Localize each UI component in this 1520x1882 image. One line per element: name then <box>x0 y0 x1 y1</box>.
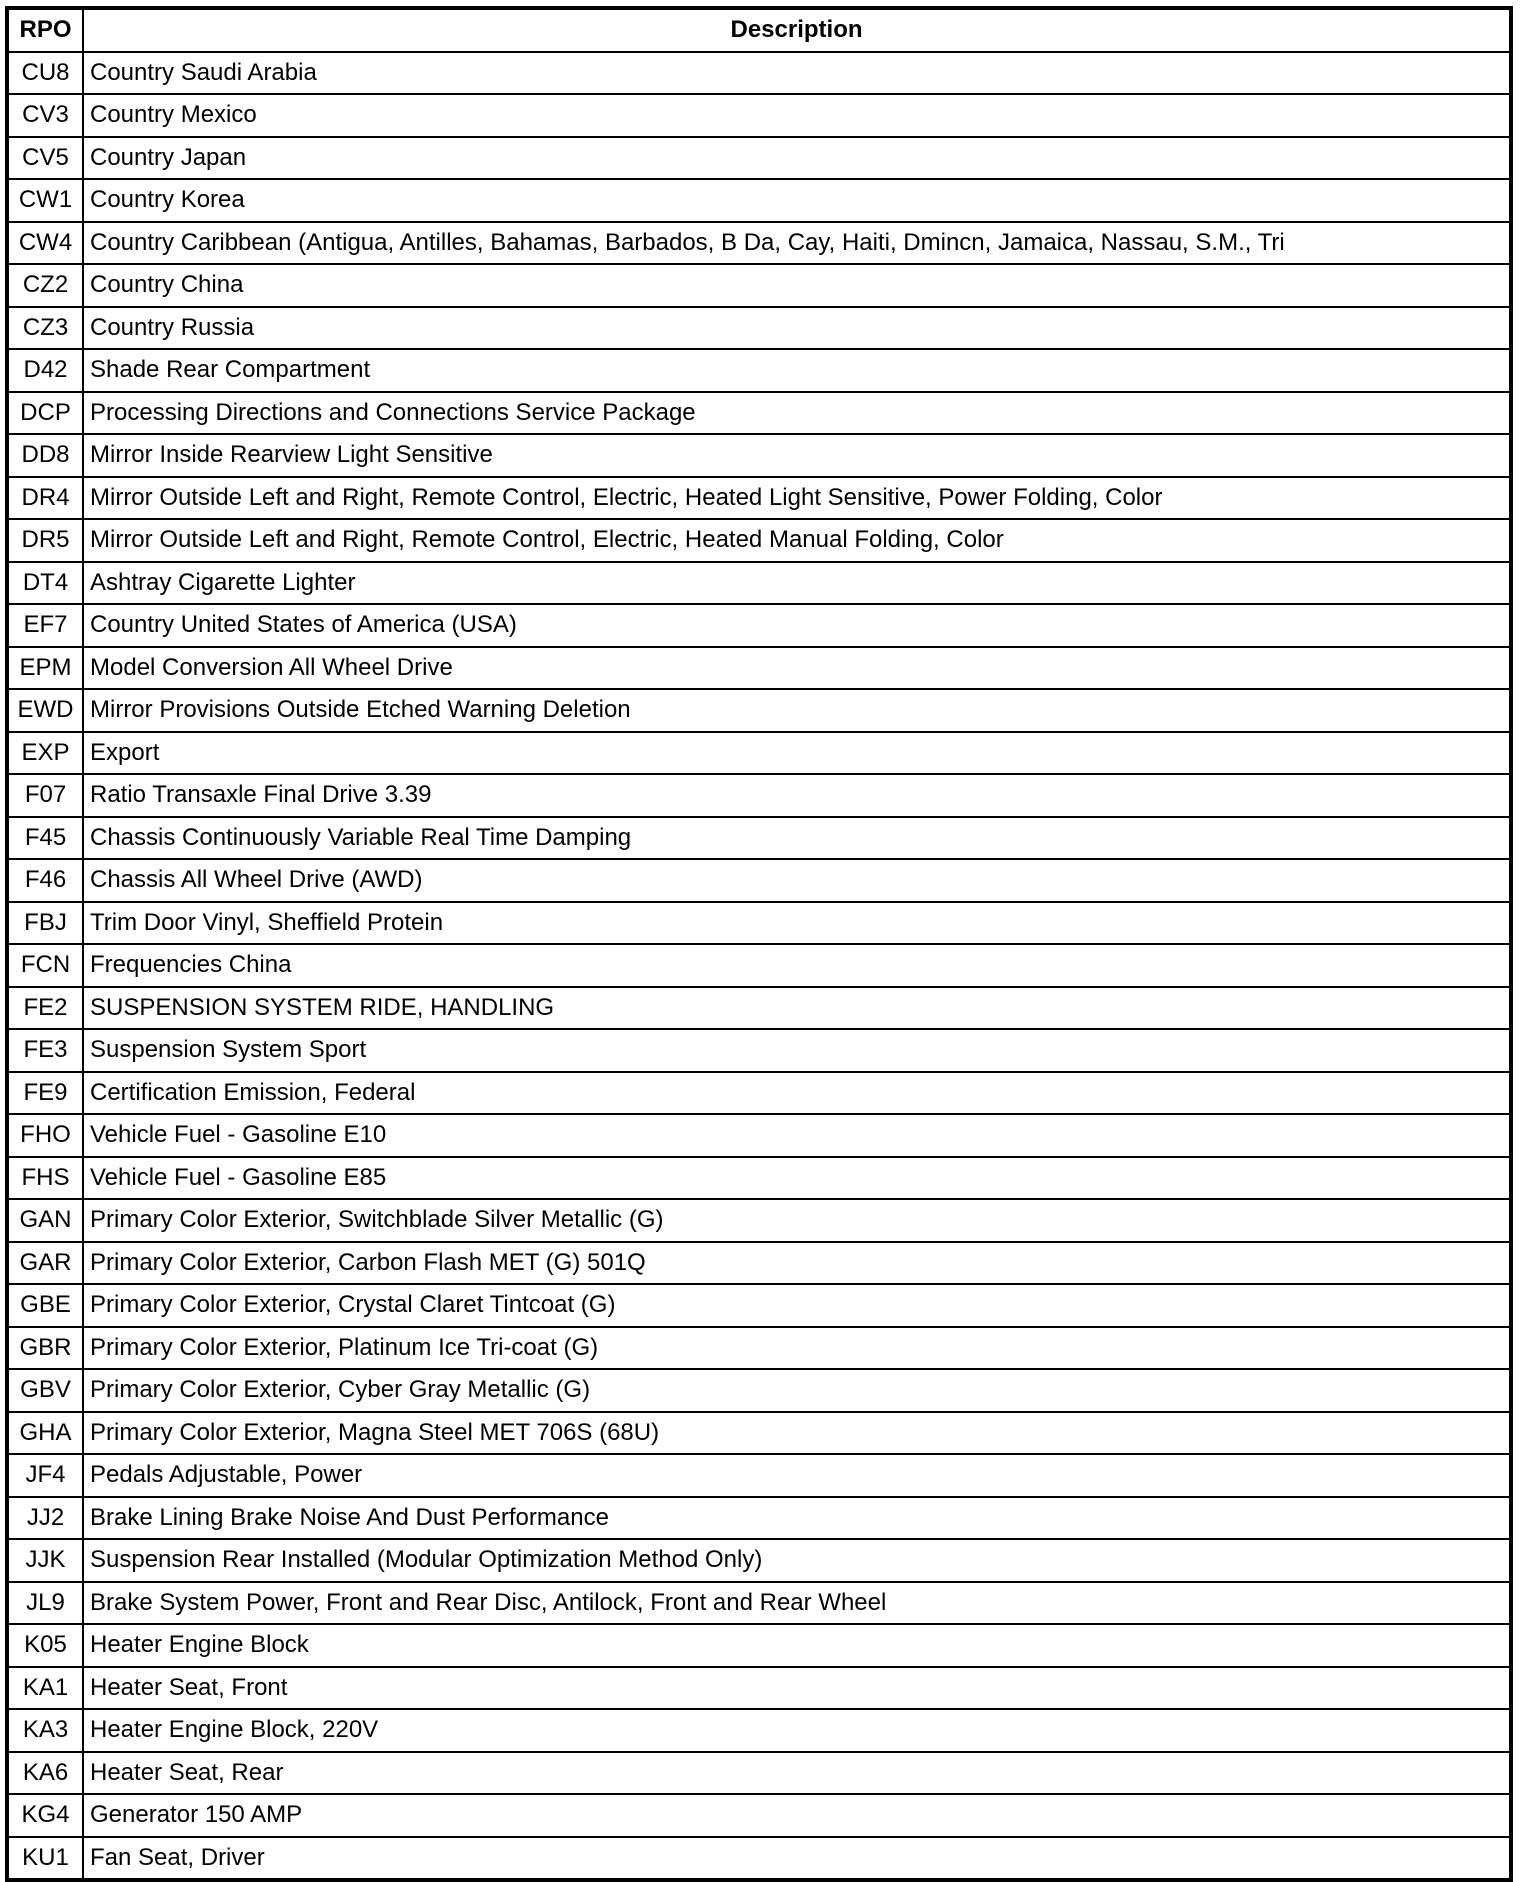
table-row <box>7 222 1511 265</box>
rpo-code: F45 <box>7 817 83 860</box>
rpo-code: EF7 <box>7 604 83 647</box>
rpo-description: Primary Color Exterior, Crystal Claret Tintcoat (G) <box>83 1284 1511 1327</box>
table-row <box>7 519 1511 562</box>
table-row <box>7 647 1511 690</box>
table-row <box>7 944 1511 987</box>
table-row <box>7 732 1511 775</box>
rpo-code: JJK <box>7 1539 83 1582</box>
header-rpo: RPO <box>7 8 83 52</box>
rpo-code: CW1 <box>7 179 83 222</box>
rpo-code: CU8 <box>7 52 83 95</box>
rpo-description: Model Conversion All Wheel Drive <box>83 647 1511 690</box>
rpo-code: CZ2 <box>7 264 83 307</box>
table-row <box>7 477 1511 520</box>
rpo-description: Ashtray Cigarette Lighter <box>83 562 1511 605</box>
rpo-description: Chassis Continuously Variable Real Time Damping <box>83 817 1511 860</box>
table-row <box>7 689 1511 732</box>
rpo-description: Certification Emission, Federal <box>83 1072 1511 1115</box>
rpo-description: Primary Color Exterior, Cyber Gray Metallic (G) <box>83 1369 1511 1412</box>
rpo-description: Country Russia <box>83 307 1511 350</box>
rpo-description: Vehicle Fuel - Gasoline E10 <box>83 1114 1511 1157</box>
table-row <box>7 1412 1511 1455</box>
table-row <box>7 1199 1511 1242</box>
rpo-description: Primary Color Exterior, Carbon Flash MET (G) 501Q <box>83 1242 1511 1285</box>
table-row <box>7 1454 1511 1497</box>
rpo-code: D42 <box>7 349 83 392</box>
table-row <box>7 52 1511 95</box>
table-row <box>7 264 1511 307</box>
rpo-description: Country United States of America (USA) <box>83 604 1511 647</box>
table-row <box>7 1114 1511 1157</box>
rpo-code: GAR <box>7 1242 83 1285</box>
table-row <box>7 1157 1511 1200</box>
rpo-description: Ratio Transaxle Final Drive 3.39 <box>83 774 1511 817</box>
rpo-code: DR4 <box>7 477 83 520</box>
rpo-description: Country Japan <box>83 137 1511 180</box>
table-row <box>7 179 1511 222</box>
rpo-table <box>5 6 1513 1882</box>
rpo-code: DD8 <box>7 434 83 477</box>
rpo-code: GHA <box>7 1412 83 1455</box>
rpo-description: Suspension System Sport <box>83 1029 1511 1072</box>
rpo-description: Trim Door Vinyl, Sheffield Protein <box>83 902 1511 945</box>
rpo-code: FHO <box>7 1114 83 1157</box>
rpo-description: Primary Color Exterior, Switchblade Silver Metallic (G) <box>83 1199 1511 1242</box>
rpo-code: DR5 <box>7 519 83 562</box>
rpo-code: JL9 <box>7 1582 83 1625</box>
rpo-description: Pedals Adjustable, Power <box>83 1454 1511 1497</box>
rpo-code: CV5 <box>7 137 83 180</box>
table-row <box>7 1072 1511 1115</box>
rpo-description: Generator 150 AMP <box>83 1794 1511 1837</box>
header-row <box>7 8 1511 52</box>
table-row <box>7 1667 1511 1710</box>
rpo-description: Brake Lining Brake Noise And Dust Performance <box>83 1497 1511 1540</box>
rpo-description: Frequencies China <box>83 944 1511 987</box>
table-row <box>7 1029 1511 1072</box>
table-row <box>7 1327 1511 1370</box>
table-row <box>7 94 1511 137</box>
rpo-code: FCN <box>7 944 83 987</box>
rpo-code: FBJ <box>7 902 83 945</box>
table-row <box>7 1837 1511 1881</box>
rpo-description: Country China <box>83 264 1511 307</box>
table-row <box>7 987 1511 1030</box>
table-row <box>7 1624 1511 1667</box>
rpo-code: KG4 <box>7 1794 83 1837</box>
rpo-description: Country Saudi Arabia <box>83 52 1511 95</box>
rpo-description: Shade Rear Compartment <box>83 349 1511 392</box>
rpo-description: SUSPENSION SYSTEM RIDE, HANDLING <box>83 987 1511 1030</box>
table-row <box>7 1752 1511 1795</box>
table-row <box>7 562 1511 605</box>
rpo-description: Mirror Outside Left and Right, Remote Control, Electric, Heated Manual Folding, Color <box>83 519 1511 562</box>
rpo-description: Country Mexico <box>83 94 1511 137</box>
rpo-code: F46 <box>7 859 83 902</box>
table-row <box>7 1497 1511 1540</box>
rpo-code: GBR <box>7 1327 83 1370</box>
table-row <box>7 392 1511 435</box>
rpo-description: Fan Seat, Driver <box>83 1837 1511 1881</box>
rpo-description: Chassis All Wheel Drive (AWD) <box>83 859 1511 902</box>
rpo-code: FE2 <box>7 987 83 1030</box>
rpo-description: Brake System Power, Front and Rear Disc, Antilock, Front and Rear Wheel <box>83 1582 1511 1625</box>
rpo-description: Primary Color Exterior, Magna Steel MET 706S (68U) <box>83 1412 1511 1455</box>
rpo-code: EWD <box>7 689 83 732</box>
rpo-description: Country Korea <box>83 179 1511 222</box>
table-row <box>7 349 1511 392</box>
rpo-description: Country Caribbean (Antigua, Antilles, Bahamas, Barbados, B Da, Cay, Haiti, Dmincn, Jamaica, Nassau, S.M., Tri <box>83 222 1511 265</box>
rpo-code: KA3 <box>7 1709 83 1752</box>
table-row <box>7 774 1511 817</box>
table-row <box>7 1369 1511 1412</box>
rpo-description: Mirror Outside Left and Right, Remote Control, Electric, Heated Light Sensitive, Power Folding, Color <box>83 477 1511 520</box>
rpo-code: DT4 <box>7 562 83 605</box>
rpo-description: Mirror Provisions Outside Etched Warning Deletion <box>83 689 1511 732</box>
rpo-code: JF4 <box>7 1454 83 1497</box>
rpo-description: Heater Engine Block, 220V <box>83 1709 1511 1752</box>
rpo-code: CW4 <box>7 222 83 265</box>
table-row <box>7 817 1511 860</box>
rpo-code: CV3 <box>7 94 83 137</box>
table-row <box>7 1582 1511 1625</box>
rpo-code: GBV <box>7 1369 83 1412</box>
rpo-description: Export <box>83 732 1511 775</box>
rpo-code: GBE <box>7 1284 83 1327</box>
rpo-description: Processing Directions and Connections Service Package <box>83 392 1511 435</box>
table-row <box>7 434 1511 477</box>
rpo-description: Primary Color Exterior, Platinum Ice Tri-coat (G) <box>83 1327 1511 1370</box>
rpo-description: Mirror Inside Rearview Light Sensitive <box>83 434 1511 477</box>
table-row <box>7 1709 1511 1752</box>
rpo-code: GAN <box>7 1199 83 1242</box>
table-row <box>7 307 1511 350</box>
rpo-description: Heater Engine Block <box>83 1624 1511 1667</box>
table-row <box>7 1242 1511 1285</box>
rpo-description: Suspension Rear Installed (Modular Optimization Method Only) <box>83 1539 1511 1582</box>
rpo-code: KA6 <box>7 1752 83 1795</box>
header-description: Description <box>83 8 1511 52</box>
rpo-description: Vehicle Fuel - Gasoline E85 <box>83 1157 1511 1200</box>
rpo-code: KU1 <box>7 1837 83 1881</box>
rpo-code: EXP <box>7 732 83 775</box>
rpo-code: F07 <box>7 774 83 817</box>
table-row <box>7 1539 1511 1582</box>
rpo-code: FHS <box>7 1157 83 1200</box>
table-row <box>7 1284 1511 1327</box>
table-row <box>7 604 1511 647</box>
table-row <box>7 902 1511 945</box>
rpo-code: DCP <box>7 392 83 435</box>
table-row <box>7 1794 1511 1837</box>
rpo-description: Heater Seat, Rear <box>83 1752 1511 1795</box>
rpo-code: FE3 <box>7 1029 83 1072</box>
rpo-description: Heater Seat, Front <box>83 1667 1511 1710</box>
table-row <box>7 137 1511 180</box>
table-row <box>7 859 1511 902</box>
rpo-code: FE9 <box>7 1072 83 1115</box>
table-body <box>7 52 1511 1881</box>
rpo-code: EPM <box>7 647 83 690</box>
table-header <box>7 8 1511 52</box>
rpo-code: JJ2 <box>7 1497 83 1540</box>
rpo-code: CZ3 <box>7 307 83 350</box>
rpo-code: KA1 <box>7 1667 83 1710</box>
rpo-code: K05 <box>7 1624 83 1667</box>
